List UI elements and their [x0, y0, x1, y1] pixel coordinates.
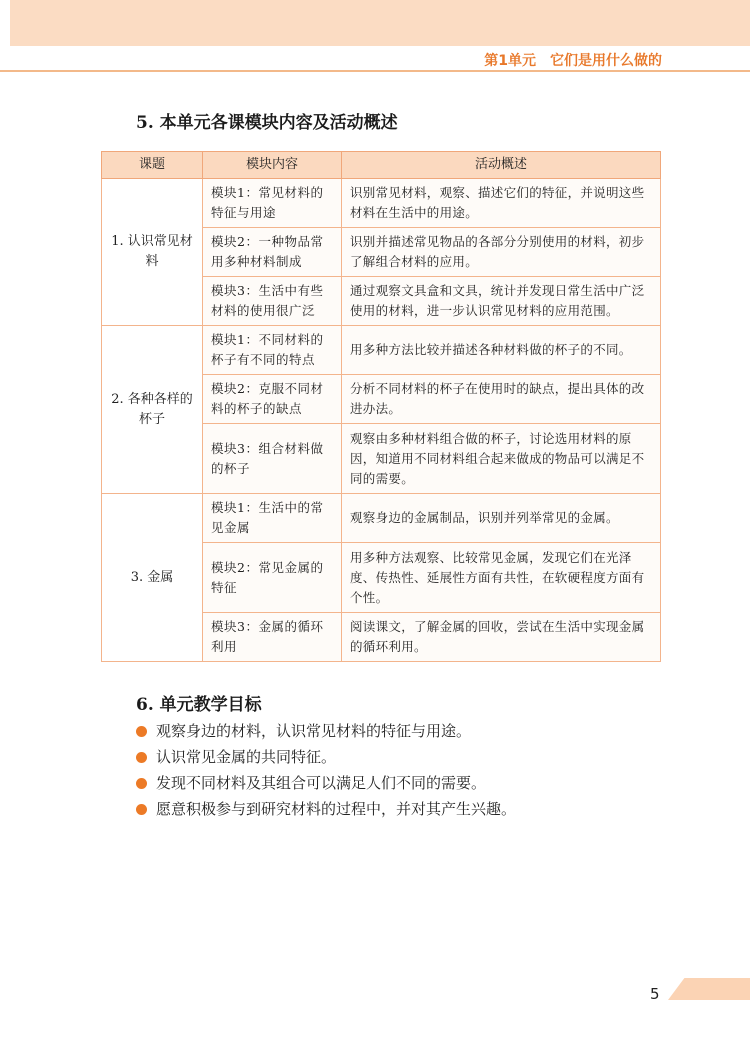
goal-text: 观察身边的材料，认识常见材料的特征与用途。 [156, 722, 472, 740]
activity-cell: 观察身边的金属制品，识别并列举常见的金属。 [342, 494, 661, 543]
table-row [102, 326, 661, 375]
lesson-name: 3. 金属 [102, 494, 203, 662]
header-divider [0, 70, 750, 72]
module-overview-table [101, 151, 661, 662]
header-band [10, 0, 750, 46]
module-cell: 模块1：生活中的常见金属 [203, 494, 342, 543]
list-item [136, 718, 516, 744]
activity-cell: 用多种方法观察、比较常见金属，发现它们在光泽度、传热性、延展性方面有共性，在软硬程度方面有个性。 [342, 543, 661, 613]
activity-cell: 通过观察文具盒和文具，统计并发现日常生活中广泛使用的材料，进一步认识常见材料的应用范围。 [342, 277, 661, 326]
activity-cell: 识别常见材料，观察、描述它们的特征，并说明这些材料在生活中的用途。 [342, 179, 661, 228]
list-item [136, 796, 516, 822]
section-6-title: 6. 单元教学目标 [136, 695, 262, 715]
activity-cell: 阅读课文，了解金属的回收，尝试在生活中实现金属的循环利用。 [342, 613, 661, 662]
column-header-lesson: 课题 [102, 152, 203, 179]
bullet-dot-icon [136, 752, 147, 763]
activity-cell: 识别并描述常见物品的各部分分别使用的材料，初步了解组合材料的应用。 [342, 228, 661, 277]
module-cell: 模块1：常见材料的特征与用途 [203, 179, 342, 228]
column-header-module: 模块内容 [203, 152, 342, 179]
teaching-goals-list [136, 718, 516, 822]
table-row [102, 179, 661, 228]
lesson-name: 1. 认识常见材料 [102, 179, 203, 326]
list-item [136, 744, 516, 770]
bullet-dot-icon [136, 804, 147, 815]
section-5-title: 5. 本单元各课模块内容及活动概述 [136, 113, 398, 133]
module-cell: 模块1：不同材料的杯子有不同的特点 [203, 326, 342, 375]
activity-cell: 分析不同材料的杯子在使用时的缺点，提出具体的改进办法。 [342, 375, 661, 424]
list-item [136, 770, 516, 796]
table-header-row [102, 152, 661, 179]
activity-cell: 观察由多种材料组合做的杯子，讨论选用材料的原因，知道用不同材料组合起来做成的物品可以满足不同的需要。 [342, 424, 661, 494]
page-number: 5 [650, 985, 660, 1003]
column-header-activity: 活动概述 [342, 152, 661, 179]
module-cell: 模块3：生活中有些材料的使用很广泛 [203, 277, 342, 326]
table-row [102, 494, 661, 543]
lesson-name: 2. 各种各样的杯子 [102, 326, 203, 494]
module-cell: 模块2：常见金属的特征 [203, 543, 342, 613]
bullet-dot-icon [136, 778, 147, 789]
module-cell: 模块2：一种物品常用多种材料制成 [203, 228, 342, 277]
module-cell: 模块3：组合材料做的杯子 [203, 424, 342, 494]
module-cell: 模块3：金属的循环利用 [203, 613, 342, 662]
goal-text: 认识常见金属的共同特征。 [156, 748, 337, 766]
goal-text: 发现不同材料及其组合可以满足人们不同的需要。 [156, 774, 487, 792]
chapter-title: 第1单元 它们是用什么做的 [484, 53, 662, 69]
bullet-dot-icon [136, 726, 147, 737]
goal-text: 愿意积极参与到研究材料的过程中，并对其产生兴趣。 [156, 800, 517, 818]
corner-tab-decoration [668, 978, 750, 1000]
activity-cell: 用多种方法比较并描述各种材料做的杯子的不同。 [342, 326, 661, 375]
module-cell: 模块2：克服不同材料的杯子的缺点 [203, 375, 342, 424]
